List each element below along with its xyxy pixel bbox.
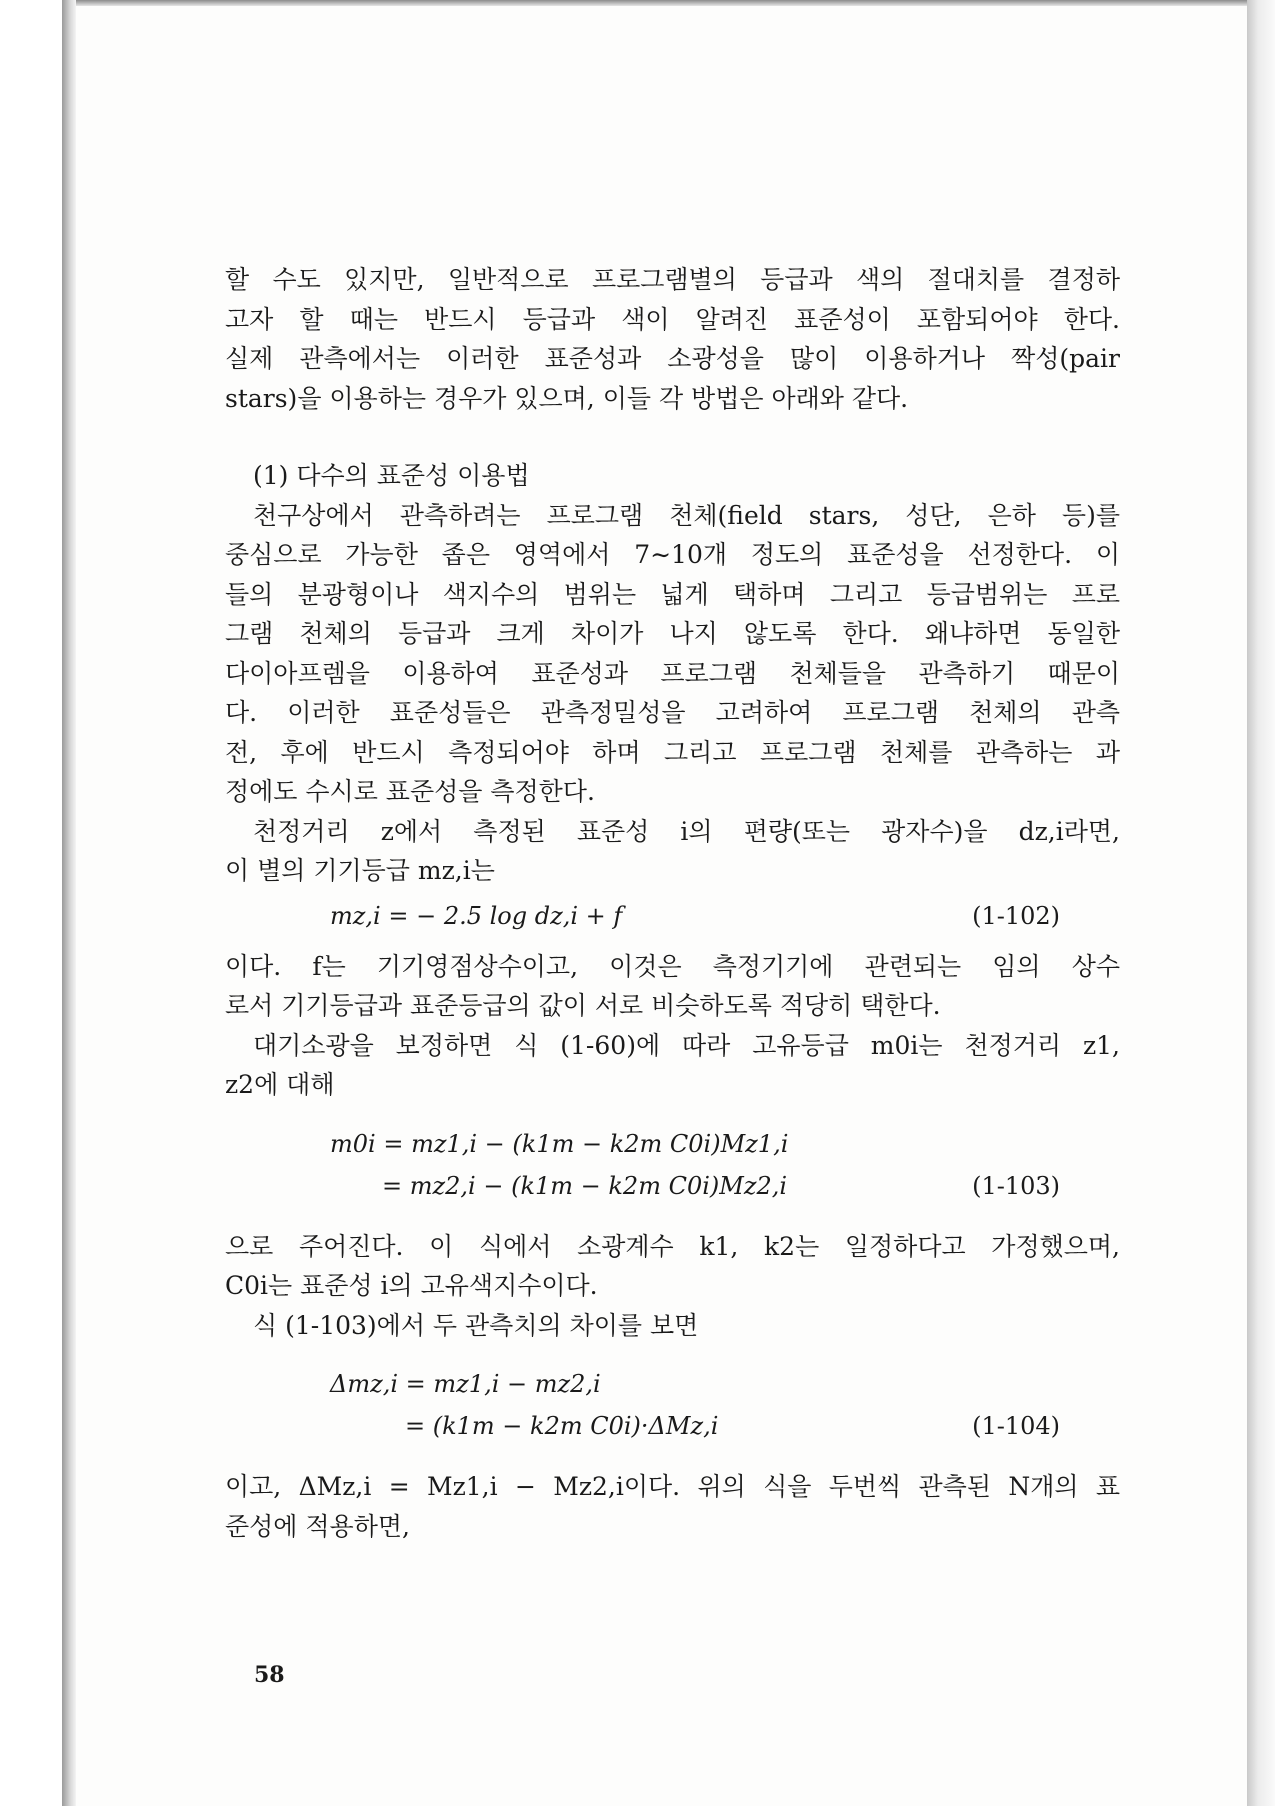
equation-1-102 — [225, 897, 1120, 941]
equation-number: (1-104) — [972, 1412, 1060, 1440]
text-line: 고자 할 때는 반드시 등급과 색이 알려진 표준성이 포함되어야 한다. — [225, 304, 1120, 334]
paragraph-method — [225, 496, 1120, 812]
equation-expression: Δmz,i = mz1,i − mz2,i — [330, 1370, 601, 1398]
text-line: 할 수도 있지만, 일반적으로 프로그램별의 등급과 색의 절대치를 결정하 — [225, 265, 1120, 294]
text-line: 그램 천체의 등급과 크게 차이가 나지 않도록 한다. 왜냐하면 동일한 — [225, 619, 1120, 648]
paragraph-extinction — [225, 1026, 1120, 1105]
text-line: 실제 관측에서는 이러한 표준성과 소광성을 많이 이용하거나 짝성(pair — [225, 344, 1120, 373]
paragraph-apply — [225, 1467, 1120, 1546]
text-line: 다이아프렘을 이용하여 표준성과 프로그램 천체들을 관측하기 때문이 — [225, 658, 1120, 688]
text-line: 천정거리 z에서 측정된 표준성 i의 편량(또는 광자수)을 dz,i라면, — [253, 816, 1120, 846]
section-heading: (1) 다수의 표준성 이용법 — [253, 461, 530, 490]
equation-expression: = (k1m − k2m C0i)·ΔMz,i — [405, 1412, 719, 1440]
text-line: 다. 이러한 표준성들은 관측정밀성을 고려하여 프로그램 천체의 관측 — [225, 698, 1120, 727]
text-line: 이 별의 기기등급 mz,i는 — [225, 856, 495, 885]
paragraph-constant — [225, 947, 1120, 1026]
equation-expression: mz,i = − 2.5 log dz,i + f — [330, 901, 623, 930]
equation-expression: m0i = mz1,i − (k1m − k2m C0i)Mz1,i — [330, 1129, 789, 1158]
page-body — [225, 260, 1120, 1546]
equation-number: (1-103) — [972, 1171, 1060, 1200]
equation-1-103-line1 — [225, 1125, 1120, 1167]
paragraph-given — [225, 1227, 1120, 1306]
equation-1-104-line2 — [225, 1407, 1120, 1449]
text-line: stars)을 이용하는 경우가 있으며, 이들 각 방법은 아래와 같다. — [225, 383, 909, 413]
page-gutter-shadow — [1247, 0, 1275, 1806]
text-line: 정에도 수시로 표준성을 측정한다. — [225, 777, 595, 806]
text-line: 식 (1-103)에서 두 관측치의 차이를 보면 — [253, 1310, 699, 1340]
equation-expression: = mz2,i − (k1m − k2m C0i)Mz2,i — [382, 1171, 788, 1200]
paragraph-intro — [225, 260, 1120, 418]
book-edge-left — [62, 0, 76, 1806]
equation-number: (1-102) — [972, 901, 1060, 930]
text-line: 들의 분광형이나 색지수의 범위는 넓게 택하며 그리고 등급범위는 프로 — [225, 579, 1120, 609]
equation-1-104-line1 — [225, 1365, 1120, 1407]
text-line: 준성에 적용하면, — [225, 1511, 410, 1541]
text-line: 천구상에서 관측하려는 프로그램 천체(field stars, 성단, 은하 등)를 — [253, 500, 1120, 530]
text-line: 전, 후에 반드시 측정되어야 하며 그리고 프로그램 천체를 관측하는 과 — [225, 737, 1120, 767]
page-number: 58 — [254, 1662, 285, 1688]
text-line: 이다. f는 기기영점상수이고, 이것은 측정기기에 관련되는 임의 상수 — [225, 951, 1120, 981]
text-line: C0i는 표준성 i의 고유색지수이다. — [225, 1271, 598, 1300]
text-line: 로서 기기등급과 표준등급의 값이 서로 비슷하도록 적당히 택한다. — [225, 991, 941, 1020]
paragraph-definition — [225, 812, 1120, 891]
text-line: 대기소광을 보정하면 식 (1-60)에 따라 고유등급 m0i는 천정거리 z1, — [253, 1030, 1120, 1060]
equation-1-103-line2 — [225, 1167, 1120, 1209]
text-line: 으로 주어진다. 이 식에서 소광계수 k1, k2는 일정하다고 가정했으며, — [225, 1231, 1120, 1261]
text-line: 이고, ΔMz,i = Mz1,i − Mz2,i이다. 위의 식을 두번씩 관측된 N개의 표 — [225, 1472, 1120, 1501]
text-line: z2에 대해 — [225, 1070, 335, 1099]
text-line: 중심으로 가능한 좁은 영역에서 7∼10개 정도의 표준성을 선정한다. 이 — [225, 540, 1120, 569]
